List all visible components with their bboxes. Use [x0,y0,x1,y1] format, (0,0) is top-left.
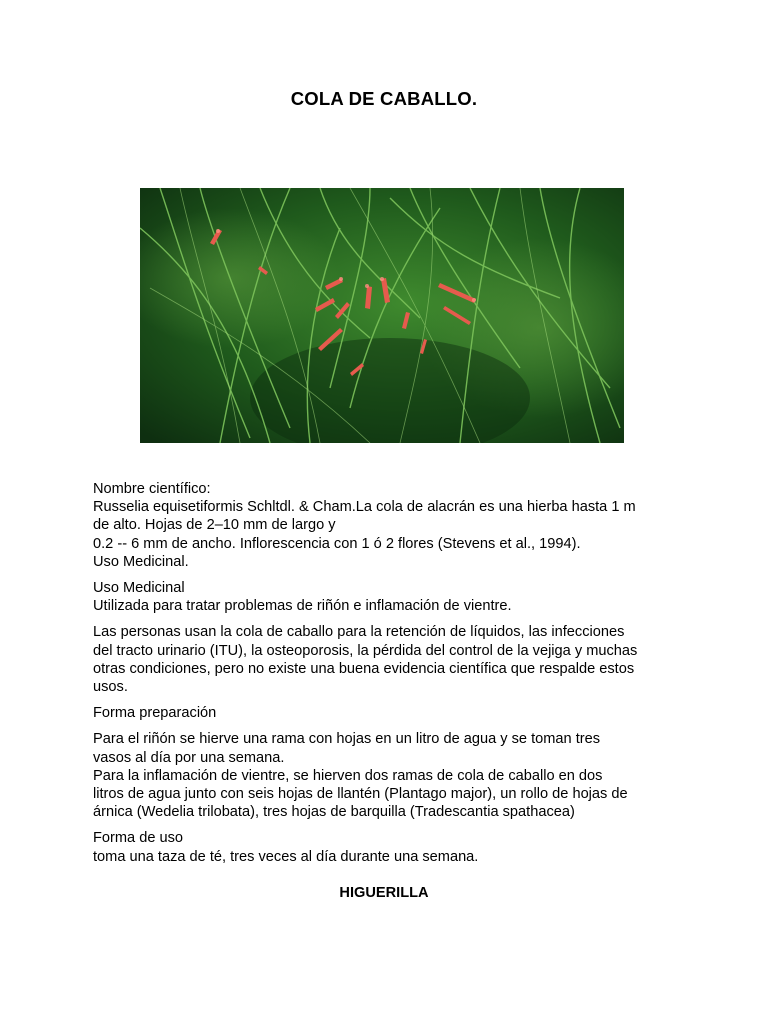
forma-uso-text: toma una taza de té, tres veces al día durante una semana. [93,848,479,865]
preparation-text: árnica (Wedelia trilobata), tres hojas de barquilla (Tradescantia spathacea) [93,804,575,821]
preparation-text: Para la inflamación de vientre, se hierven dos ramas de cola de caballo en dos [93,767,603,784]
people-usage-paragraph [93,623,683,696]
scientific-name-paragraph [93,480,683,571]
scientific-name-label: Nombre científico: [93,481,211,497]
next-section-title: HIGUERILLA [339,885,429,901]
people-usage-text: usos. [93,679,128,696]
scientific-name-text: Russelia equisetiformis Schltdl. & Cham.La cola de alacrán es una hierba hasta 1 m [93,499,636,516]
scientific-name-text: Uso Medicinal. [93,553,189,570]
scientific-name-text: 0.2 -- 6 mm de ancho. Inflorescencia con 1 ó 2 flores (Stevens et al., 1994). [93,535,581,552]
plant-photo [140,188,624,443]
document-body [93,480,683,866]
preparation-text: vasos al día por una semana. [93,749,285,766]
document-title: COLA DE CABALLO. [290,88,478,109]
forma-uso-paragraph [93,829,683,865]
preparation-text: litros de agua junto con seis hojas de llantén (Plantago major), un rollo de hojas de [93,786,628,803]
uso-medicinal-text: Utilizada para tratar problemas de riñón e inflamación de vientre. [93,598,512,615]
forma-uso-heading: Forma de uso [93,830,184,847]
preparation-text: Para el riñón se hierve una rama con hojas en un litro de agua y se toman tres [93,731,601,748]
preparation-paragraph [93,730,683,821]
people-usage-text: Las personas usan la cola de caballo para la retención de líquidos, las infecciones [93,624,625,641]
people-usage-text: del tracto urinario (ITU), la osteoporosis, la pérdida del control de la vejiga y muchas [93,642,638,659]
forma-preparacion-heading: Forma preparación [93,705,217,722]
people-usage-text: otras condiciones, pero no existe una buena evidencia científica que respalde estos [93,660,635,677]
uso-medicinal-heading: Uso Medicinal [93,580,185,597]
uso-medicinal-paragraph [93,579,683,615]
scientific-name-text: de alto. Hojas de 2–10 mm de largo y [93,517,336,534]
